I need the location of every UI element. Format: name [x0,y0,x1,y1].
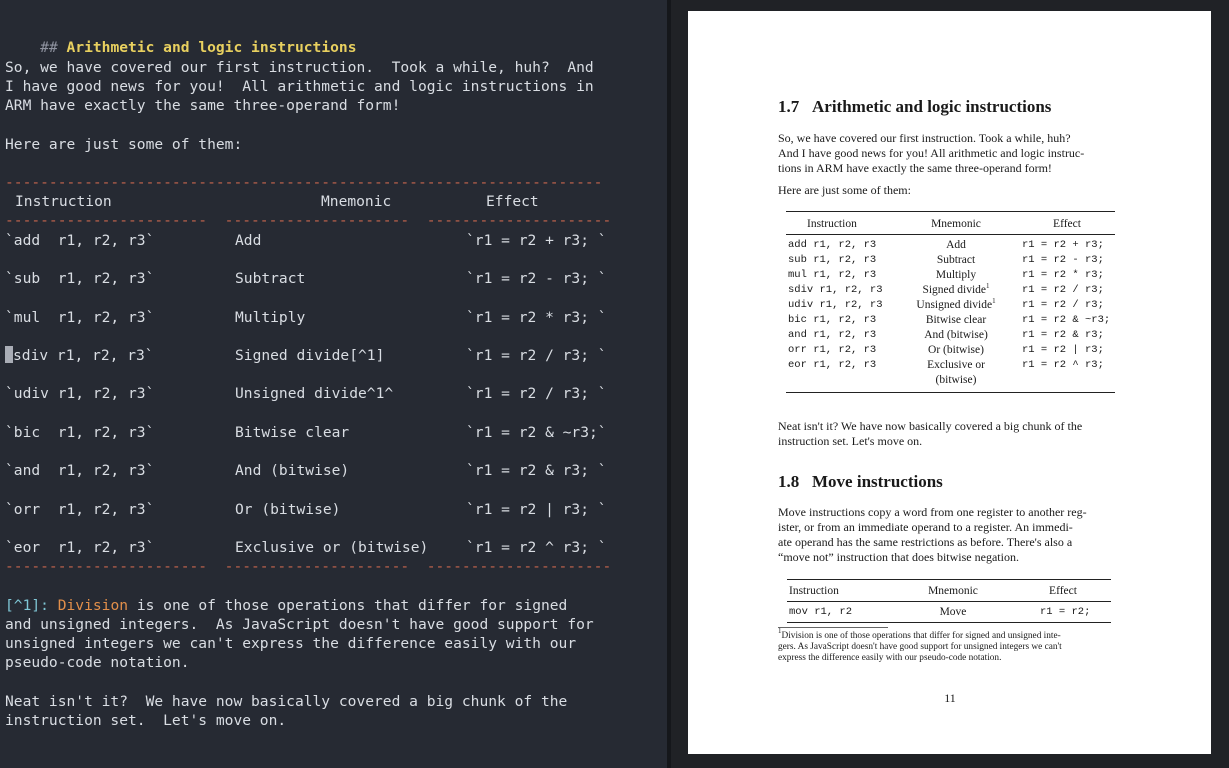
table-row [5,231,154,250]
editor-text-line: Neat isn't it? We have now basically covered a big chunk of the [5,693,568,710]
text-cursor [5,346,13,363]
table-header-mnemonic: Mnemonic [928,585,978,597]
cell-effect: r1 = r2; [1040,606,1091,618]
table-row [5,308,154,327]
cell-mnemonic [898,238,1014,253]
editor-text-line: ARM have exactly the same three-operand form! [5,97,401,114]
cell-effect: r1 = r2 / r3; [1022,299,1104,311]
table-bottom-rule [786,392,1115,393]
cell-effect: r1 = r2 & r3; [1022,329,1104,341]
cell-instruction: bic r1, r2, r3 [788,314,877,326]
row-instruction: `and r1, r2, r3` [5,462,155,479]
row-instruction: sdiv r1, r2, r3` [13,347,154,364]
row-effect: `r1 = r2 + r3; ` [466,232,607,249]
editor-text-line: So, we have covered our first instruction. Took a while, huh? And [5,59,594,76]
cell-effect: r1 = r2 ^ r3; [1022,359,1104,371]
row-effect: `r1 = r2 * r3; ` [466,309,607,326]
cell-instruction: and r1, r2, r3 [788,329,877,341]
section-number: 1.8 [778,472,800,491]
mnemonic-text: Bitwise clear [925,314,987,326]
paragraph-line: Move instructions copy a word from one register to another reg- [778,505,1087,519]
footnote-line: and unsigned integers. As JavaScript doesn't have good support for [5,616,594,633]
cell-instruction: sub r1, r2, r3 [788,254,877,266]
footnote-separator [778,627,888,628]
table-top-rule [786,211,1115,212]
table-header-mnemonic: Mnemonic [931,218,981,230]
row-mnemonic: Add [235,232,262,249]
table-bottom-rule: ----------------------- --------------------- --------------------- [5,558,612,575]
footnote-line: pseudo-code notation. [5,654,190,671]
paragraph-line: instruction set. Let's move on. [778,434,923,448]
row-effect: `r1 = r2 / r3; ` [466,347,607,364]
cell-effect: r1 = r2 + r3; [1022,239,1104,251]
editor-heading: Arithmetic and logic instructions [66,39,357,56]
paragraph-line: ister, or from an immediate operand to a register. An immedi- [778,520,1073,534]
row-effect: `r1 = r2 & r3; ` [466,462,607,479]
row-mnemonic: Signed divide[^1] [235,347,385,364]
row-effect: `r1 = r2 | r3; ` [466,501,607,518]
table-row [5,461,154,480]
row-mnemonic: Multiply [235,309,306,326]
footnote-text: Division is one of those operations that differ for signed and unsigned inte- [781,631,1061,641]
table-row [5,346,154,365]
cell-mnemonic: Move [939,606,967,618]
table-row [5,538,154,557]
row-instruction: `sub r1, r2, r3` [5,270,155,287]
row-mnemonic: Unsigned divide^1^ [235,385,394,402]
table-top-rule [787,579,1111,580]
editor-text-line: Here are just some of them: [5,136,243,153]
paragraph-line: Here are just some of them: [778,183,911,197]
paragraph-line: So, we have covered our first instruction. Took a while, huh? [778,131,1071,145]
section-number: 1.7 [778,97,800,116]
table-column-rule: ----------------------- --------------------- --------------------- [5,212,612,229]
cell-mnemonic [898,253,1014,268]
footnote-ref: 1 [992,297,996,305]
row-instruction: `udiv r1, r2, r3` [5,385,155,402]
section-heading [778,97,1051,117]
section-title: Move instructions [812,472,943,491]
pdf-viewer[interactable] [671,0,1229,768]
table-top-rule: -------------------------------------------------------------------- [5,174,603,191]
row-effect: `r1 = r2 ^ r3; ` [466,539,607,556]
cell-effect: r1 = r2 - r3; [1022,254,1104,266]
header-effect: Effect [486,193,539,210]
paragraph-line: And I have good news for you! All arithmetic and logic instruc- [778,146,1085,160]
cell-instruction: mov r1, r2 [789,606,853,618]
table-header-rule [787,601,1111,602]
footnote-line [5,596,567,615]
cell-mnemonic [898,358,1014,373]
cell-instruction: add r1, r2, r3 [788,239,877,251]
cell-effect: r1 = r2 | r3; [1022,344,1104,356]
footnote-line: express the difference easily with our pseudo-code notation. [778,653,1002,663]
mnemonic-text: Add [946,239,966,251]
paragraph-line: tions in ARM have exactly the same three-operand form! [778,161,1052,175]
editor-text-line: instruction set. Let's move on. [5,712,287,729]
row-effect: `r1 = r2 & ~r3;` [466,424,607,441]
footnote-marker: [^1]: [5,597,49,614]
cell-mnemonic [898,298,1014,313]
mnemonic-text: Signed divide [922,284,987,296]
cell-mnemonic-continued: (bitwise) [935,374,977,386]
table-row [5,423,154,442]
table-row [5,500,154,519]
row-mnemonic: And (bitwise) [235,462,350,479]
row-mnemonic: Or (bitwise) [235,501,341,518]
table-header-effect: Effect [1053,218,1081,230]
row-instruction: `orr r1, r2, r3` [5,501,155,518]
row-mnemonic: Subtract [235,270,306,287]
cell-mnemonic [898,283,1014,298]
mnemonic-text: Subtract [936,254,976,266]
row-effect: `r1 = r2 / r3; ` [466,385,607,402]
row-mnemonic: Bitwise clear [235,424,350,441]
cell-effect: r1 = r2 / r3; [1022,284,1104,296]
footnote-line: gers. As JavaScript doesn't have good support for unsigned integers we can't [778,642,1062,652]
paragraph-line: “move not” instruction that does bitwise negation. [778,550,1019,564]
editor-heading-line [5,19,357,56]
pdf-page [688,11,1211,754]
footnote-keyword: Division [57,597,129,614]
table-header-instruction: Instruction [807,218,857,230]
mnemonic-text: Unsigned divide [916,299,993,311]
cell-effect: r1 = r2 * r3; [1022,269,1104,281]
footnote-ref: 1 [986,282,990,290]
table-bottom-rule [787,622,1111,623]
mnemonic-text: Exclusive or [927,359,985,371]
row-instruction: `mul r1, r2, r3` [5,309,155,326]
editor-text-line: I have good news for you! All arithmetic and logic instructions in [5,78,594,95]
cell-instruction: udiv r1, r2, r3 [788,299,883,311]
cell-instruction: orr r1, r2, r3 [788,344,877,356]
table-header-effect: Effect [1049,585,1077,597]
page-number: 11 [944,691,956,705]
footnote-text: is one of those operations that differ for signed [128,597,568,614]
cell-mnemonic [898,328,1014,343]
cell-effect: r1 = r2 & ~r3; [1022,314,1111,326]
mnemonic-text: Or (bitwise) [928,344,984,356]
table-row [5,269,154,288]
row-instruction: `eor r1, r2, r3` [5,539,155,556]
paragraph-line: Neat isn't it? We have now basically covered a big chunk of the [778,419,1083,433]
table-row [5,384,154,403]
cell-instruction: eor r1, r2, r3 [788,359,877,371]
footnote-line: unsigned integers we can't express the difference easily with our [5,635,577,652]
footnote-line [778,627,1061,643]
row-mnemonic: Exclusive or (bitwise) [235,539,429,556]
paragraph-line: ate operand has the same restrictions as before. There's also a [778,535,1073,549]
row-instruction: `add r1, r2, r3` [5,232,155,249]
table-header-instruction: Instruction [789,585,839,597]
heading-marker: ## [40,39,58,56]
cell-instruction: sdiv r1, r2, r3 [788,284,883,296]
section-title: Arithmetic and logic instructions [812,97,1052,116]
cell-mnemonic [898,268,1014,283]
header-instruction: Instruction [15,193,112,210]
table-header-rule [786,234,1115,235]
row-instruction: `bic r1, r2, r3` [5,424,155,441]
mnemonic-text: Multiply [935,269,977,281]
footnote-marker: 1 [778,627,782,635]
header-mnemonic: Mnemonic [321,193,392,210]
mnemonic-text: And (bitwise) [924,329,988,341]
cell-instruction: mul r1, r2, r3 [788,269,877,281]
cell-mnemonic [898,313,1014,328]
section-heading [778,472,943,492]
row-effect: `r1 = r2 - r3; ` [466,270,607,287]
cell-mnemonic [898,343,1014,358]
